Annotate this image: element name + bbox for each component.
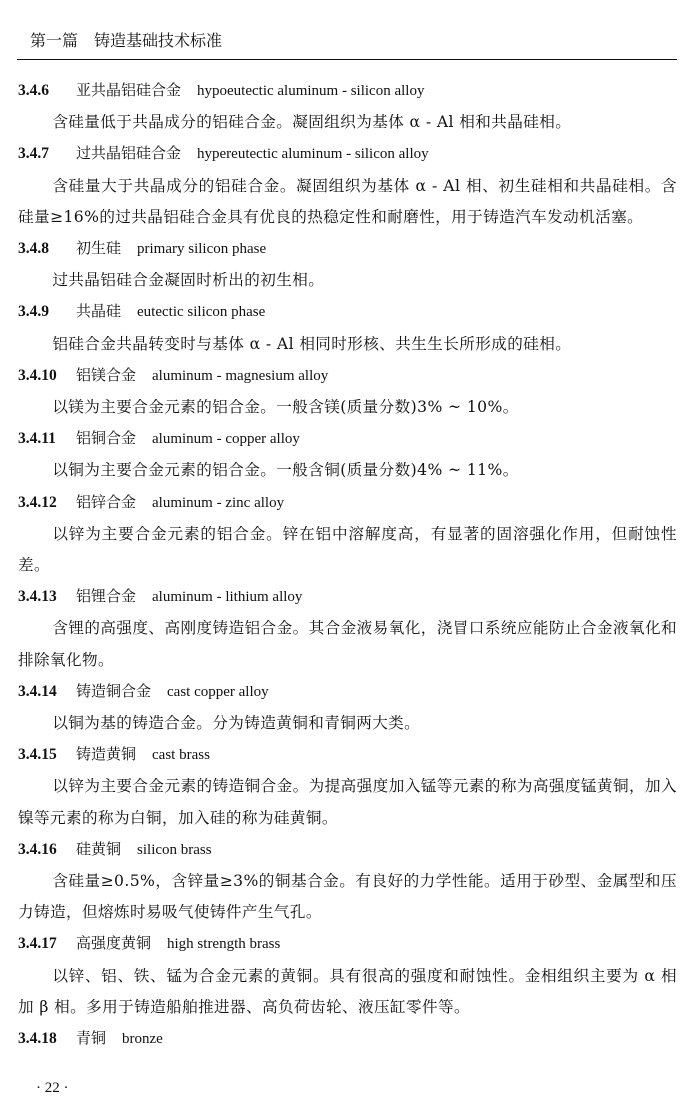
term-heading <box>18 581 677 613</box>
term-entry <box>18 233 677 296</box>
term-chinese: 青铜 <box>76 1029 107 1048</box>
term-heading <box>18 138 677 170</box>
term-english: hypoeutectic aluminum - silicon alloy <box>197 83 425 99</box>
term-english: cast copper alloy <box>167 683 269 700</box>
term-number: 3.4.11 <box>18 430 56 448</box>
term-entry <box>18 581 677 676</box>
term-number: 3.4.8 <box>18 240 49 258</box>
term-english: aluminum - copper alloy <box>152 431 300 448</box>
term-entry <box>18 1023 677 1055</box>
term-number: 3.4.18 <box>18 1030 57 1048</box>
term-chinese: 过共晶铝硅合金 <box>76 144 182 163</box>
term-english: primary silicon phase <box>137 241 267 258</box>
term-number: 3.4.10 <box>18 366 57 384</box>
header-rule <box>17 59 677 60</box>
term-definition: 以锌为主要合金元素的铸造铜合金。为提高强度加入锰等元素的称为高强度锰黄铜，加入镍等元素的称为白铜，加入硅的称为硅黄铜。 <box>18 777 677 827</box>
term-heading <box>18 1023 677 1055</box>
term-heading <box>18 360 677 392</box>
term-number: 3.4.16 <box>18 840 57 858</box>
term-heading <box>18 676 677 708</box>
term-number: 3.4.14 <box>18 682 57 700</box>
term-chinese: 初生硅 <box>76 239 122 258</box>
term-entry <box>18 676 677 739</box>
term-english: eutectic silicon phase <box>137 304 266 321</box>
term-heading <box>18 487 677 519</box>
term-definition: 以铜为主要合金元素的铝合金。一般含铜(质量分数)4% ~ 11%。 <box>52 461 519 480</box>
term-number: 3.4.15 <box>18 746 57 764</box>
term-number: 3.4.12 <box>18 493 57 511</box>
term-heading <box>18 423 677 455</box>
term-definition: 铝硅合金共晶转变时与基体 α - Al 相同时形核、共生生长所形成的硅相。 <box>52 334 572 353</box>
term-entry <box>18 423 677 486</box>
term-entry <box>18 928 677 1023</box>
term-definition: 以铜为基的铸造合金。分为铸造黄铜和青铜两大类。 <box>52 714 421 733</box>
term-heading <box>18 928 677 960</box>
term-english: hypereutectic aluminum - silicon alloy <box>197 146 429 163</box>
term-chinese: 铸造黄铜 <box>76 745 137 764</box>
term-number: 3.4.9 <box>18 303 49 321</box>
term-chinese: 铝锌合金 <box>76 492 137 511</box>
term-entry <box>18 739 677 834</box>
term-definition: 以镁为主要合金元素的铝合金。一般含镁(质量分数)3% ~ 10%。 <box>52 398 519 417</box>
term-definition: 以锌、铝、铁、锰为合金元素的黄铜。具有很高的强度和耐蚀性。金相组织主要为 α 相加 β 相。多用于铸造船舶推进器、高负荷齿轮、液压缸零件等。 <box>18 966 677 1016</box>
term-chinese: 高强度黄铜 <box>76 934 152 953</box>
term-english: aluminum - magnesium alloy <box>152 367 329 384</box>
term-entry <box>18 75 677 138</box>
term-chinese: 铝铜合金 <box>76 429 137 448</box>
term-chinese: 铝锂合金 <box>76 587 137 606</box>
term-english: aluminum - lithium alloy <box>152 589 303 606</box>
term-definition: 含硅量≥0.5%，含锌量≥3%的铜基合金。有良好的力学性能。适用于砂型、金属型和压力铸造，但熔炼时易吸气使铸件产生气孔。 <box>18 872 677 922</box>
term-english: silicon brass <box>137 841 212 858</box>
term-entry <box>18 834 677 929</box>
page-number: · 22 · <box>36 1080 69 1096</box>
term-definition: 含硅量低于共晶成分的铝硅合金。凝固组织为基体 α - Al 相和共晶硅相。 <box>52 113 572 132</box>
term-english: aluminum - zinc alloy <box>152 494 285 511</box>
term-heading <box>18 739 677 771</box>
term-number: 3.4.17 <box>18 935 57 953</box>
term-entry <box>18 487 677 582</box>
term-chinese: 铝镁合金 <box>76 365 137 384</box>
term-number: 3.4.6 <box>18 82 49 99</box>
term-chinese: 铸造铜合金 <box>76 681 152 700</box>
term-chinese: 亚共晶铝硅合金 <box>76 81 182 99</box>
term-heading <box>18 834 677 866</box>
term-heading <box>18 233 677 265</box>
term-entry <box>18 360 677 423</box>
term-definition: 以锌为主要合金元素的铝合金。锌在铝中溶解度高，有显著的固溶强化作用，但耐蚀性差。 <box>18 524 677 575</box>
term-english: bronze <box>122 1031 163 1048</box>
term-number: 3.4.7 <box>18 145 49 163</box>
term-entry <box>18 296 677 359</box>
term-chinese: 硅黄铜 <box>76 839 122 858</box>
term-definition: 过共晶铝硅合金凝固时析出的初生相。 <box>52 271 325 290</box>
term-entry <box>18 138 677 233</box>
term-heading <box>18 75 677 107</box>
entries-list <box>18 75 677 1055</box>
term-chinese: 共晶硅 <box>76 302 122 321</box>
term-heading <box>18 296 677 328</box>
term-english: high strength brass <box>167 936 281 953</box>
term-english: cast brass <box>152 747 210 764</box>
term-number: 3.4.13 <box>18 588 57 606</box>
running-header: 第一篇 铸造基础技术标准 <box>30 31 223 50</box>
term-definition: 含硅量大于共晶成分的铝硅合金。凝固组织为基体 α - Al 相、初生硅相和共晶硅相。含硅量≥16%的过共晶铝硅合金具有优良的热稳定性和耐磨性，用于铸造汽车发动机活塞。 <box>18 176 677 226</box>
term-definition: 含锂的高强度、高刚度铸造铝合金。其合金液易氧化，浇冒口系统应能防止合金液氧化和排除氧化物。 <box>18 619 677 669</box>
